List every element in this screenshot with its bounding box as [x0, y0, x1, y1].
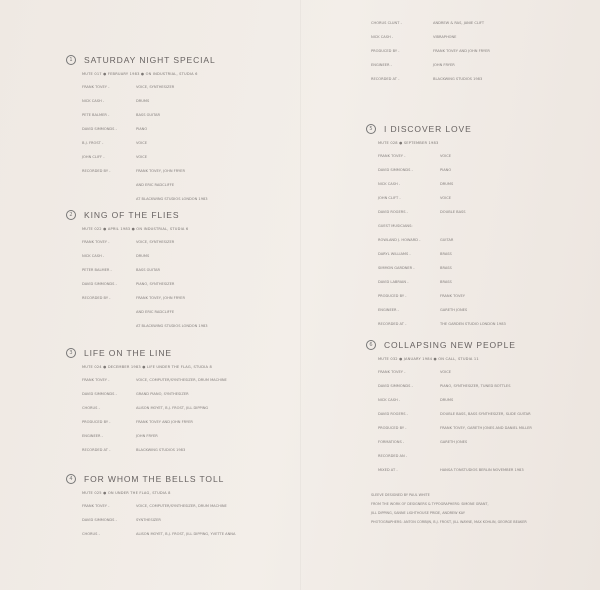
credit-row: DAVID SIMMONDS - PIANO, SYNTHESIZER	[82, 282, 175, 286]
credit-row: RECORDED AT - BLACKWING STUDIOS 1983	[82, 448, 186, 452]
song-3-credits-continued	[371, 21, 591, 91]
credit-row: FRANK TOVEY - VOICE, SYNTHESIZER	[82, 240, 175, 244]
catalogue-line: MUTE 025 ● ON UNDER THE FLAG, STUDIA 8	[82, 491, 171, 495]
song-king-of-the-flies	[66, 210, 296, 338]
credit-row: MIXED AT - HANSA TONSTUDIOS BERLIN NOVEMBER 1983	[378, 468, 524, 472]
credit-row: RECORDED AT - BLACKWING STUDIOS 1983	[371, 77, 483, 81]
credit-row: B.J. FROST - VOICE	[82, 141, 148, 145]
credit-row: ROWLAND J. HOWARD - GUITAR	[378, 238, 454, 242]
catalogue-line: MUTE 022 ● APRIL 1983 ● ON INDUSTRIAL, STUDIA 6	[82, 227, 189, 231]
catalogue-line: MUTE 032 ● JANUARY 1984 ● ON CALL, STUDIA 11	[378, 357, 479, 361]
credit-row: DAVID SIMMONDS - PIANO, SYNTHESIZER, TUNED BOTTLES	[378, 384, 511, 388]
credit-row: NICK CASH - DRUMS	[82, 99, 150, 103]
song-title: FOR WHOM THE BELLS TOLL	[84, 474, 225, 484]
credit-row: AND ERIC RADCLIFFE	[136, 183, 175, 187]
credit-row: NICK CASH - VIBRAPHONE	[371, 35, 457, 39]
credit-row: ENGINEER - JOHN FRYER	[82, 434, 158, 438]
credit-row: FRANK TOVEY - VOICE, SYNTHESIZER	[82, 85, 175, 89]
credit-row: DAVID LABRIAN - BRASS	[378, 280, 452, 284]
credit-row: NICK CASH - DRUMS	[378, 398, 454, 402]
credit-row: FRANK TOVEY - VOICE	[378, 154, 452, 158]
credit-row: DARYL WILLIAMS - BRASS	[378, 252, 452, 256]
song-title: LIFE ON THE LINE	[84, 348, 172, 358]
track-number-badge: 6	[366, 340, 376, 350]
credit-row: FORMATIONS - GARETH JONES	[378, 440, 468, 444]
credit-row: FRANK TOVEY - VOICE	[378, 370, 452, 374]
credit-row: FRANK TOVEY - VOICE, COMPUTER/SYNTHESIZER, DRUM MACHINE	[82, 504, 227, 508]
credit-row: FRANK TOVEY - VOICE, COMPUTER/SYNTHESIZER, DRUM MACHINE	[82, 378, 227, 382]
credit-row: AT BLACKWING STUDIOS LONDON 1983	[136, 324, 208, 328]
credit-row: ENGINEER - GARETH JONES	[378, 308, 468, 312]
credit-row: DAVID SIMMONDS - PIANO	[82, 127, 148, 131]
credit-row: DAVID SIMMONDS - GRAND PIANO, SYNTHESIZER	[82, 392, 189, 396]
credit-row: AT BLACKWING STUDIOS LONDON 1983	[136, 197, 208, 201]
track-number-badge: 2	[66, 210, 76, 220]
credit-row: ENGINEER - JOHN FRYER	[371, 63, 455, 67]
catalogue-line: MUTE 024 ● DECEMBER 1983 ● LIFE UNDER THE FLAG, STUDIA 8	[82, 365, 212, 369]
catalogue-line: MUTE 028 ● SEPTEMBER 1983	[378, 141, 439, 145]
credit-row: PRODUCED BY - FRANK TOVEY AND JOHN FRYER	[82, 420, 193, 424]
sleeve-note-line: PHOTOGRAPHERS: ANTON CORBIJN, B.J. FROST, JILL WAYNE, MAX KOHLIN, GEORGE BEAKER	[371, 520, 527, 525]
catalogue-line: MUTE 017 ● FEBRUARY 1983 ● ON INDUSTRIAL, STUDIA 6	[82, 72, 198, 76]
song-title: I DISCOVER LOVE	[384, 124, 472, 134]
sleeve-note-line: JILL DIPPING, SANNE LIGHTHOUSE PRIDE, ANDREW KAY	[371, 511, 465, 516]
credit-row: DAVID ROGERS - DOUBLE BASS, BASS SYNTHESIZER, SLIDE GUITAR	[378, 412, 531, 416]
credit-row: NICK CASH - DRUMS	[378, 182, 454, 186]
credit-row: RECORDED AT - THE GARDEN STUDIO LONDON 1983	[378, 322, 506, 326]
sleeve-notes	[371, 493, 591, 529]
credit-row: JOHN CLIFF - VOICE	[82, 155, 148, 159]
track-number-badge: 4	[66, 474, 76, 484]
track-number-badge: 1	[66, 55, 76, 65]
sleeve-note-line: FROM THE WORK OF DESIGNERS & TYPOGRAPHERS: SIMONE GRANT,	[371, 502, 489, 507]
credit-row: PRODUCED BY - FRANK TOVEY AND JOHN FRYER	[371, 49, 490, 53]
song-collapsing-new-people	[366, 340, 591, 482]
credit-row: GUEST MUSICIANS:	[378, 224, 413, 228]
credit-row: DAVID SIMMONDS - SYNTHESIZER	[82, 518, 161, 522]
credit-row: CHORUS - ALISON MOYET, B.J. FROST, JILL DIPPING, YVETTE ANNA	[82, 532, 236, 536]
credit-row: RECORDED AN -	[378, 454, 408, 458]
song-life-on-the-line	[66, 348, 296, 462]
credit-row: PRODUCED BY - FRANK TOVEY	[378, 294, 465, 298]
credit-row: PETE BALMER - BASS GUITAR	[82, 113, 160, 117]
song-i-discover-love	[366, 124, 591, 336]
sleeve-note-line: SLEEVE DESIGNED BY PAUL WHITE	[371, 493, 430, 497]
credit-row: JOHN CLIFT - VOICE	[378, 196, 452, 200]
credit-row: AND ERIC RADCLIFFE	[136, 310, 175, 314]
credit-row: CHORUS CLUNT - ANDREW & RAS, JANIE CLIFT	[371, 21, 485, 25]
credit-row: RECORDED BY - FRANK TOVEY, JOHN FRYER	[82, 169, 185, 173]
credit-row: RECORDED BY - FRANK TOVEY, JOHN FRYER	[82, 296, 185, 300]
credit-row: PETER BALMER - BASS GUITAR	[82, 268, 160, 272]
track-number-badge: 3	[66, 348, 76, 358]
credit-row: DAVID SIMMONDS - PIANO	[378, 168, 452, 172]
song-title: SATURDAY NIGHT SPECIAL	[84, 55, 216, 65]
song-title: KING OF THE FLIES	[84, 210, 180, 220]
track-number-badge: 5	[366, 124, 376, 134]
credit-row: SIMMON GARDNER - BRASS	[378, 266, 452, 270]
credit-row: CHORUS - ALISON MOYET, B.J. FROST, JILL DIPPING	[82, 406, 209, 410]
credit-row: DAVID ROGERS - DOUBLE BASS	[378, 210, 466, 214]
song-saturday-night-special	[66, 55, 296, 211]
song-for-whom-the-bells-toll	[66, 474, 296, 546]
credit-row: NICK CASH - DRUMS	[82, 254, 150, 258]
center-fold	[300, 0, 301, 590]
credit-row: PRODUCED BY - FRANK TOVEY, GARETH JONES AND DANIEL MILLER	[378, 426, 532, 430]
song-title: COLLAPSING NEW PEOPLE	[384, 340, 516, 350]
